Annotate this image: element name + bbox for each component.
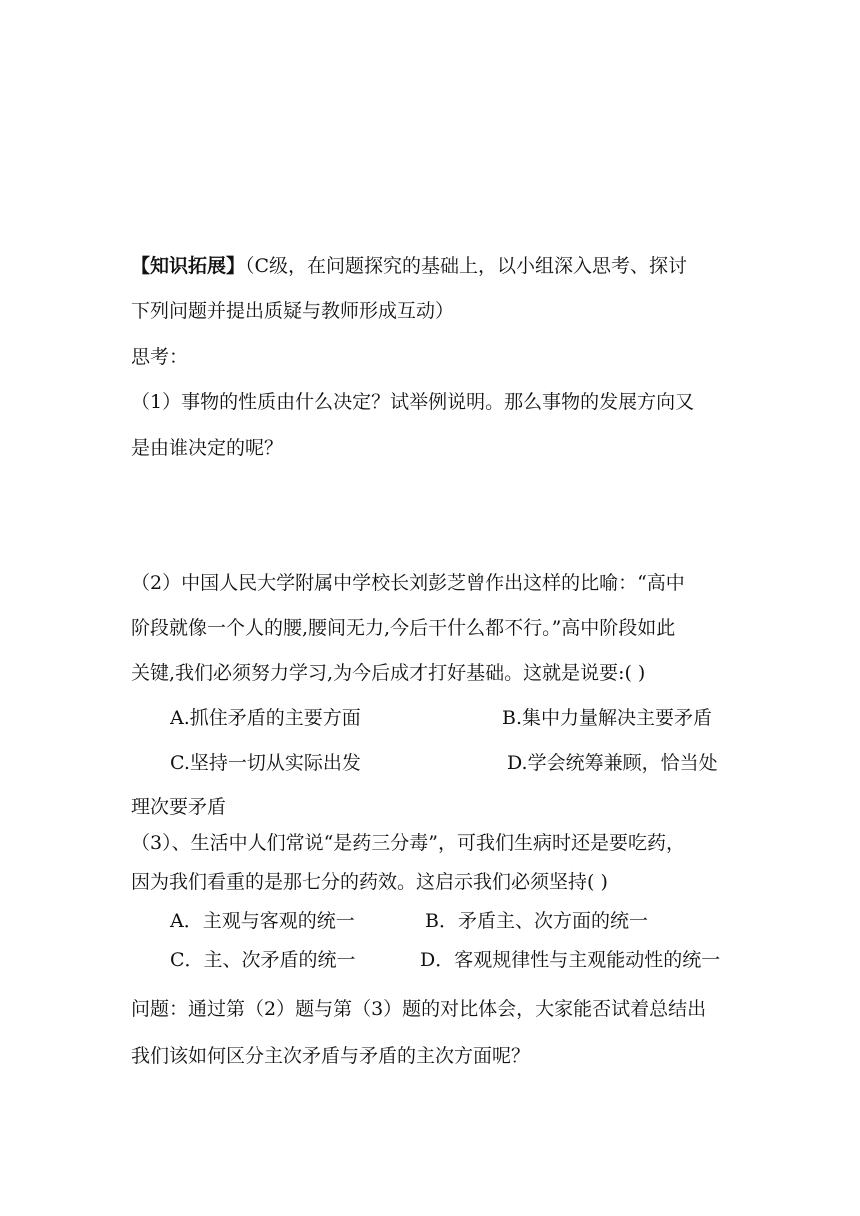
q1-line2: 是由谁决定的呢？	[131, 437, 284, 459]
q2-option-d: D.学会统筹兼顾，恰当处	[507, 752, 718, 774]
q2-option-d-cont: 理次要矛盾	[131, 796, 227, 818]
question-line1: 问题：通过第（2）题与第（3）题的对比体会，大家能否试着总结出	[131, 998, 707, 1020]
q3-line2: 因为我们看重的是那七分的药效。这启示我们必须坚持( )	[131, 871, 608, 893]
q2-option-b: B.集中力量解决主要矛盾	[502, 707, 713, 729]
section-intro-line1: （C级，在问题探究的基础上，以小组深入思考、探讨	[245, 255, 688, 277]
q3-line1: （3）、生活中人们常说“是药三分毒”，可我们生病时还是要吃药，	[131, 832, 686, 854]
q3-option-a: A．主观与客观的统一	[170, 910, 355, 932]
q3-option-d: D．客观规律性与主观能动性的统一	[420, 949, 721, 971]
section-intro-line2: 下列问题并提出质疑与教师形成互动）	[131, 300, 455, 322]
section-title: 【知识拓展】	[131, 255, 246, 277]
think-label: 思考：	[131, 346, 189, 368]
q2-line1: （2）中国人民大学附属中学校长刘彭芝曾作出这样的比喻：“高中	[131, 572, 685, 594]
q3-option-c: C．主、次矛盾的统一	[170, 949, 356, 971]
q3-option-b: B．矛盾主、次方面的统一	[425, 910, 648, 932]
q1-line1: （1）事物的性质由什么决定？试举例说明。那么事物的发展方向又	[131, 391, 695, 413]
question-line2: 我们该如何区分主次矛盾与矛盾的主次方面呢？	[131, 1045, 531, 1067]
q2-line2: 阶段就像一个人的腰,腰间无力,今后干什么都不行。”高中阶段如此	[131, 617, 676, 639]
q2-option-c: C.坚持一切从实际出发	[170, 752, 361, 774]
section-header-line1	[131, 251, 687, 278]
q2-option-a: A.抓住矛盾的主要方面	[170, 707, 361, 729]
q2-line3: 关键,我们必须努力学习,为今后成才打好基础。这就是说要:( )	[131, 662, 646, 684]
